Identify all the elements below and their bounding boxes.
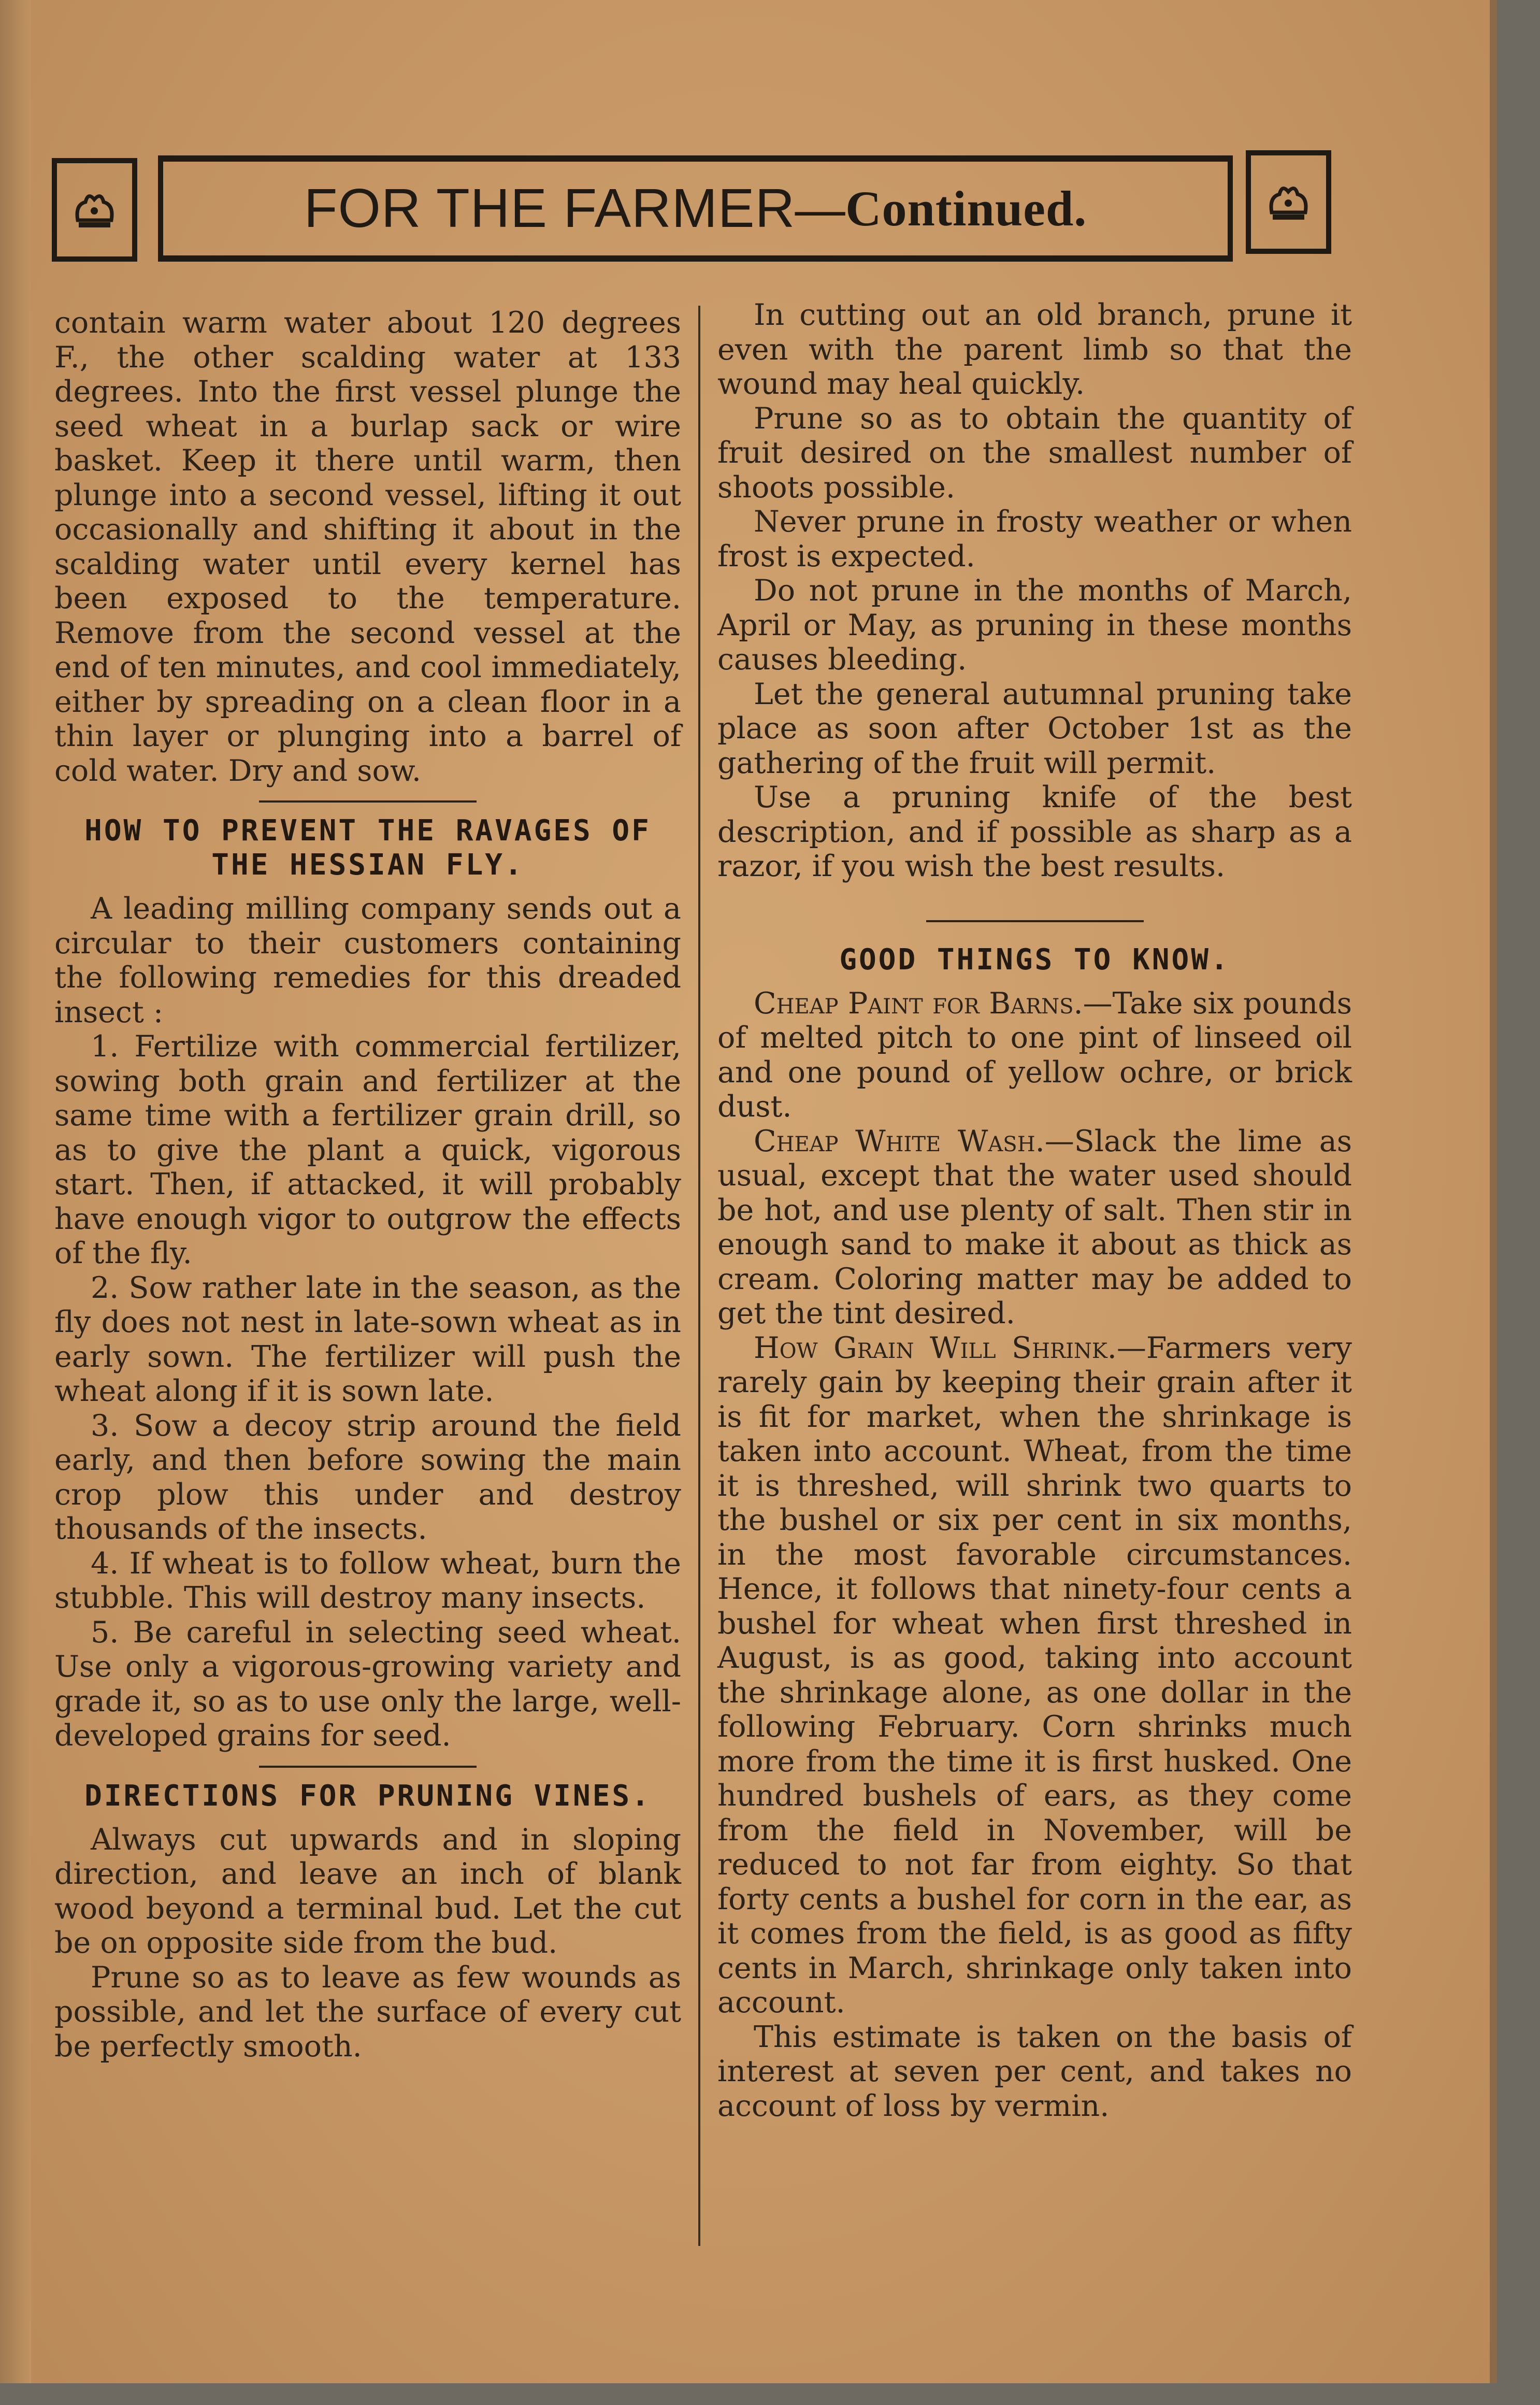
hessian-remedy-item: 1. Fertilize with commercial fertilizer, sowing both grain and fertilizer at the same time with a fertilizer grain drill, so as to give the plant a quick, vigorous start. Then, if attacked, it will probably have enough vigor to outgrow the effects of the fly. [54, 1029, 681, 1270]
section-separator [926, 920, 1144, 922]
good-things-heading: GOOD THINGS TO KNOW. [839, 942, 1230, 977]
pruning-paragraph: In cutting out an old branch, prune it even with the parent limb so that the wound may heal quickly. [717, 298, 1352, 401]
crown-ornament-icon [1266, 176, 1311, 228]
hessian-remedy-item: 5. Be careful in selecting seed wheat. Use only a vigorous-growing variety and grade it, so as to use only the large, well-developed grains for seed. [54, 1615, 681, 1753]
hessian-intro-paragraph: A leading milling company sends out a circular to their customers containing the following remedies for this dreaded insect : [54, 892, 681, 1029]
section-separator [259, 1766, 477, 1768]
right-column [717, 298, 1352, 2123]
tip-paragraph [717, 986, 1352, 1124]
pruning-paragraph: Use a pruning knife of the best description, and if possible as sharp as a razor, if you wish the best results. [717, 780, 1352, 883]
header-title: FOR THE FARMER [304, 178, 796, 239]
hessian-remedy-item: 4. If wheat is to follow wheat, burn the stubble. This will destroy many insects. [54, 1546, 681, 1615]
hessian-remedy-item: 2. Sow rather late in the season, as the fly does not nest in late-sown wheat as in early sown. The fertilizer will push the wheat along if it is sown late. [54, 1270, 681, 1408]
column-divider [698, 306, 700, 2246]
seed-treatment-paragraph: contain warm water about 120 degrees F., the other scalding water at 133 degrees. Into the first vessel plunge the seed wheat in a burlap sack or wire basket. Keep it there until warm, then plunge into a second vessel, lifting it out occasionally and shifting it about in the scalding water until every kernel has been exposed to the temperature. Remove from the second vessel at the end of ten minutes, and cool immediately, either by spreading on a clean floor in a thin layer or plunging into a barrel of cold water. Dry and sow. [54, 306, 681, 788]
vines-paragraph: Always cut upwards and in sloping direction, and leave an inch of blank wood beyond a terminal bud. Let the cut be on opposite side from the bud. [54, 1822, 681, 1960]
page-header [158, 155, 1233, 262]
pruning-paragraph: Never prune in frosty weather or when frost is expected. [717, 505, 1352, 574]
tip-paragraph [717, 1331, 1352, 2020]
tip-text: —Farmers very rarely gain by keeping their grain after it is fit for market, when the shrinkage is taken into account. Wheat, from the time it is threshed, will shrink two quarts to the bushel or six per cent in six months, in the most favorable circumstances. Hence, it follows that ninety-four cents a bushel for wheat when first threshed in August, is as good, taking into account the shrinkage alone, as one dollar in the following February. Corn shrinks much more from the time it is first husked. One hundred bushels of ears, as they come from the field in November, will be reduced to not far from eighty. So that forty cents a bushel for corn in the ear, as it comes from the field, is as good as fifty cents in March, shrinkage only taken into account. [717, 1330, 1352, 2020]
hessian-remedy-item: 3. Sow a decoy strip around the field early, and then before sowing the main crop plow this under and destroy thousands of the insects. [54, 1408, 681, 1546]
crown-ornament-icon [73, 184, 117, 236]
section-separator [259, 800, 477, 803]
header-ornament-right [1246, 150, 1331, 254]
left-column [54, 306, 681, 2064]
tip-text: —Take six pounds of melted pitch to one pint of linseed oil and one pound of yellow ochre, or brick dust. [717, 986, 1352, 1124]
pruning-paragraph: Prune so as to obtain the quantity of fruit desired on the smallest number of shoots possible. [717, 401, 1352, 505]
hessian-fly-heading: HOW TO PREVENT THE RAVAGES OF THE HESSIAN FLY. [84, 814, 651, 882]
tip-paragraph [717, 1124, 1352, 1331]
pruning-vines-heading: DIRECTIONS FOR PRUNING VINES. [84, 1779, 651, 1813]
pruning-paragraph: Do not prune in the months of March, April or May, as pruning in these months causes bleeding. [717, 574, 1352, 677]
header-ornament-left [52, 158, 137, 262]
tip-lead: How Grain Will Shrink. [754, 1330, 1117, 1365]
page-spine [0, 0, 31, 2383]
tip-lead: Cheap White Wash. [754, 1124, 1045, 1158]
tip-text: —Slack the lime as usual, except that the water used should be hot, and use plenty of salt. Then stir in enough sand to make it about as thick as cream. Coloring matter may be added to get the tint desired. [717, 1124, 1352, 1330]
header-continued: —Continued. [795, 181, 1087, 236]
pruning-paragraph: Let the general autumnal pruning take place as soon after October 1st as the gathering of the fruit will permit. [717, 677, 1352, 780]
closing-paragraph: This estimate is taken on the basis of interest at seven per cent, and takes no account of loss by vermin. [717, 2020, 1352, 2123]
vines-paragraph: Prune so as to leave as few wounds as possible, and let the surface of every cut be perfectly smooth. [54, 1960, 681, 2064]
tip-lead: Cheap Paint for Barns. [754, 986, 1083, 1021]
